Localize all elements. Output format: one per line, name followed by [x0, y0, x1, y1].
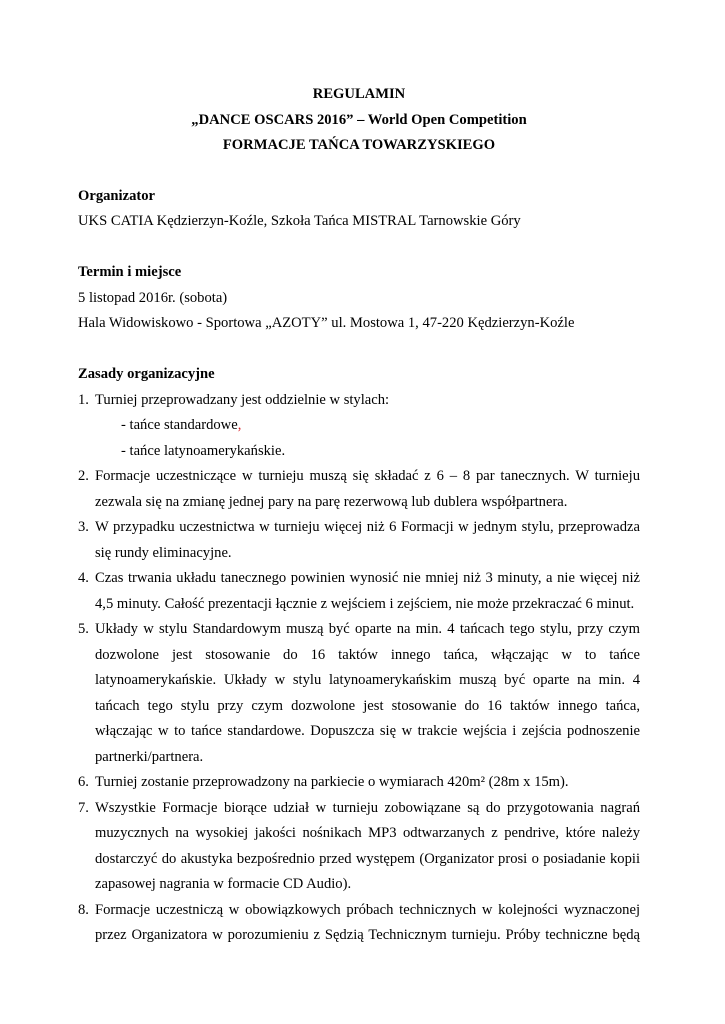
rule-text: Układy w stylu Standardowym muszą być oparte na min. 4 tańcach tego stylu, przy czym dozwolone jest stosowanie do 16 taktów innego tańca, włączając w to tańce latynoamerykańskie. Układy w stylu latynoamerykańskim muszą być oparte na min. 4 tańcach tego stylu przy czym dozwolone jest stosowanie do 16 taktów innego tańca, włączając w to tańce standardowe. Dopuszcza się w trakcie wejścia i zejścia podnoszenie partnerki/partnera. [95, 621, 640, 765]
organizer-section [78, 184, 640, 235]
rule-text: Turniej przeprowadzany jest oddzielnie w stylach: [95, 391, 390, 408]
rule-item-7 [78, 796, 640, 898]
rule-subitem: - tańce latynoamerykańskie. [121, 442, 286, 459]
rule-number: 5. [78, 621, 89, 637]
rule-text: Wszystkie Formacje biorące udział w turnieju zobowiązane są do przygotowania nagrań muzycznych na wysokiej jakości nośnikach MP3 odtwarzanych z pendrive, które należy dostarczyć do akustyka bezpośrednio przed występem (Organizator prosi o posiadanie kopii zapasowej nagrania w formacie CD Audio). [95, 799, 640, 892]
rule-item-6 [78, 770, 640, 796]
date-place-section [78, 260, 640, 337]
rules-section [78, 362, 640, 949]
event-venue: Hala Widowiskowo - Sportowa „AZOTY” ul. Mostowa 1, 47-220 Kędzierzyn-Koźle [78, 315, 575, 331]
event-date: 5 listopad 2016r. (sobota) [78, 289, 228, 306]
rule-item-1 [78, 388, 640, 465]
rule-text: Formacje uczestniczące w turnieju muszą się składać z 6 – 8 par tanecznych. W turnieju zezwala się na zmianę jednej pary na parę rezerwową lub dublera współpartnera. [95, 468, 640, 510]
rule-text: Turniej zostanie przeprowadzony na parkiecie o wymiarach 420m² (28m x 15m). [95, 774, 569, 790]
document-page [78, 82, 640, 949]
document-title [78, 82, 640, 159]
rule-subitem-text: - tańce standardowe [121, 417, 238, 433]
title-line-1: REGULAMIN [312, 86, 406, 102]
rule-item-5 [78, 617, 640, 770]
rules-heading: Zasady organizacyjne [78, 366, 215, 382]
rules-list [78, 388, 640, 949]
rule-text: W przypadku uczestnictwa w turnieju więcej niż 6 Formacji w jednym stylu, przeprowadza się rundy eliminacyjne. [95, 519, 640, 561]
title-line-3: FORMACJE TAŃCA TOWARZYSKIEGO [222, 137, 496, 153]
red-comma-mark: , [237, 417, 242, 433]
rule-number: 4. [78, 570, 89, 586]
title-line-2: „DANCE OSCARS 2016” – World Open Competition [191, 111, 527, 128]
rule-text: Czas trwania układu tanecznego powinien wynosić nie mniej niż 3 minuty, a nie więcej niż 4,5 minuty. Całość prezentacji łącznie z wejściem i zejściem, nie może przekraczać 6 minut. [95, 570, 640, 612]
organizer-heading: Organizator [78, 187, 156, 204]
rule-item-2 [78, 464, 640, 515]
rule-number: 6. [78, 774, 89, 790]
rule-subitem [95, 413, 640, 439]
rule-number: 3. [78, 519, 89, 535]
date-place-heading: Termin i miejsce [78, 264, 182, 280]
rule-number: 1. [78, 391, 89, 408]
organizer-text: UKS CATIA Kędzierzyn-Koźle, Szkoła Tańca MISTRAL Tarnowskie Góry [78, 213, 521, 229]
rule-number: 7. [78, 799, 89, 816]
rule-item-8 [78, 898, 640, 949]
rule-number: 8. [78, 901, 89, 918]
rule-item-3 [78, 515, 640, 566]
rule-text: Formacje uczestniczą w obowiązkowych próbach technicznych w kolejności wyznaczonej przez Organizatora w porozumieniu z Sędzią Technicznym turnieju. Próby techniczne będą [95, 901, 640, 943]
rule-number: 2. [78, 468, 89, 484]
rule-item-4 [78, 566, 640, 617]
